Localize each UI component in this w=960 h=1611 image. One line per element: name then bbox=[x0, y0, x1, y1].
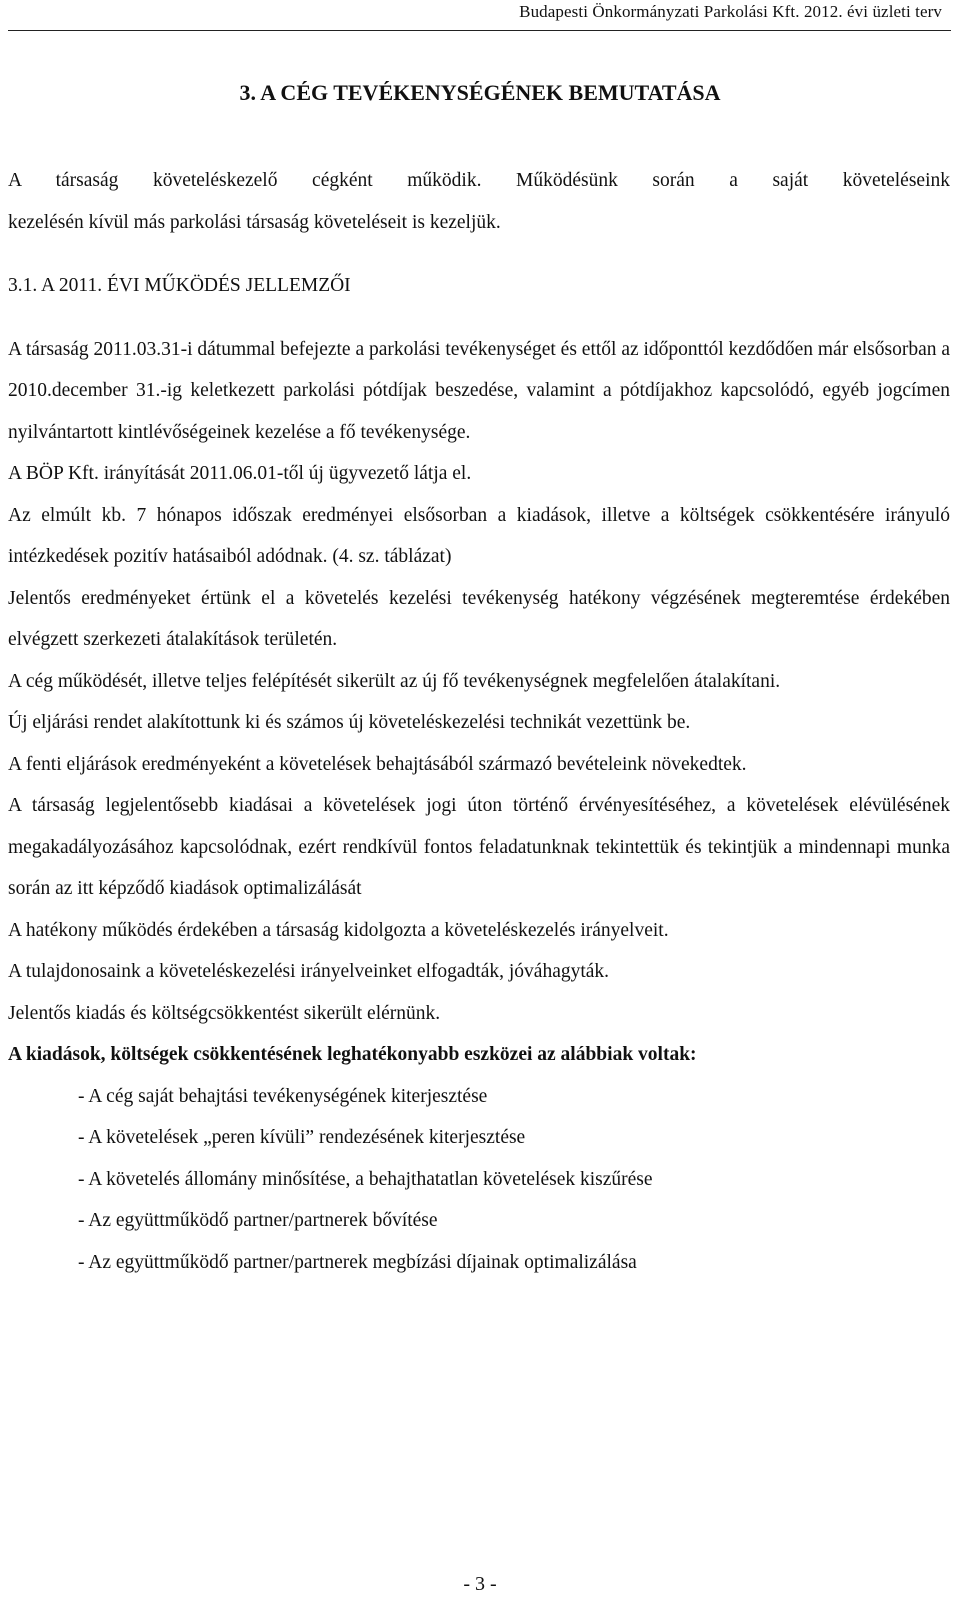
paragraph: A társaság 2011.03.31-i dátummal befejezte a parkolási tevékenységet és ettől az időponttól kezdődően már elsősorban a 2010.december 31.-ig keletkezett parkolási pótdíjak beszedése, valamint a pótdíjakhoz kapcsolódó, egyéb jogcímen nyilvántartott kintlévőségeinek kezelése a fő tevékenysége. bbox=[8, 338, 951, 443]
paragraph: A BÖP Kft. irányítását 2011.06.01-től új ügyvezető látja el. bbox=[8, 463, 472, 484]
subsection-heading: 3.1. A 2011. ÉVI MŰKÖDÉS JELLEMZŐI bbox=[8, 275, 351, 296]
header-rule bbox=[8, 30, 951, 31]
paragraph: A cég működését, illetve teljes felépítését sikerült az új fő tevékenységnek megfelelően átalakítani. bbox=[8, 670, 781, 692]
page-content bbox=[8, 160, 950, 1283]
list-item: - Az együttműködő partner/partnerek megbízási díjainak optimalizálása bbox=[78, 1251, 637, 1273]
list-item: - Az együttműködő partner/partnerek bővítése bbox=[78, 1210, 438, 1231]
paragraph: Az elmúlt kb. 7 hónapos időszak eredményei elsősorban a kiadások, illetve a költségek csökkentésére irányuló intézkedések pozitív hatásaiból adódnak. (4. sz. táblázat) bbox=[8, 504, 950, 567]
list-item: - A követelés állomány minősítése, a behajthatatlan követelések kiszűrése bbox=[78, 1168, 653, 1190]
intro-line-2: kezelésén kívül más parkolási társaság követeléseit is kezeljük. bbox=[8, 211, 501, 233]
paragraph: A társaság legjelentősebb kiadásai a követelések jogi úton történő érvényesítéséhez, a követelések elévülésének megakadályozásához kapcsolódnak, ezért rendkívül fontos feladatunknak tekintettük és tekintjük a mindennapi munka során az itt képződő kiadások optimalizálását bbox=[8, 795, 950, 899]
measures-list bbox=[8, 1076, 950, 1284]
paragraph: A fenti eljárások eredményeként a követelések behajtásából származó bevételeink növekedtek. bbox=[8, 753, 747, 775]
paragraph: A hatékony működés érdekében a társaság kidolgozta a követeléskezelés irányelveit. bbox=[8, 919, 669, 941]
paragraph: Jelentős kiadás és költségcsökkentést sikerült elérnünk. bbox=[8, 1002, 441, 1024]
list-item: - A cég saját behajtási tevékenységének kiterjesztése bbox=[78, 1085, 488, 1107]
intro-line-1: A társaság követeléskezelő cégként működik. Működésünk során a saját követeléseink bbox=[8, 170, 950, 191]
spacer bbox=[8, 307, 950, 329]
section-title: 3. A CÉG TEVÉKENYSÉGÉNEK BEMUTATÁSA bbox=[239, 80, 721, 105]
list-item: - A követelések „peren kívüli” rendezésének kiterjesztése bbox=[78, 1127, 526, 1148]
bold-heading: A kiadások, költségek csökkentésének leghatékonyabb eszközei az alábbiak voltak: bbox=[8, 1044, 697, 1065]
paragraph: Jelentős eredményeket értünk el a követelés kezelési tevékenység hatékony végzésének megteremtése érdekében elvégzett szerkezeti átalakítások területén. bbox=[8, 587, 950, 650]
page-number: - 3 - bbox=[463, 1573, 497, 1595]
paragraph: A tulajdonosaink a követeléskezelési irányelveinket elfogadták, jóváhagyták. bbox=[8, 961, 610, 982]
page-header: Budapesti Önkormányzati Parkolási Kft. 2012. évi üzleti terv bbox=[519, 2, 942, 21]
paragraph: Új eljárási rendet alakítottunk ki és számos új követeléskezelési technikát vezettünk be. bbox=[8, 712, 691, 733]
spacer bbox=[8, 243, 950, 265]
